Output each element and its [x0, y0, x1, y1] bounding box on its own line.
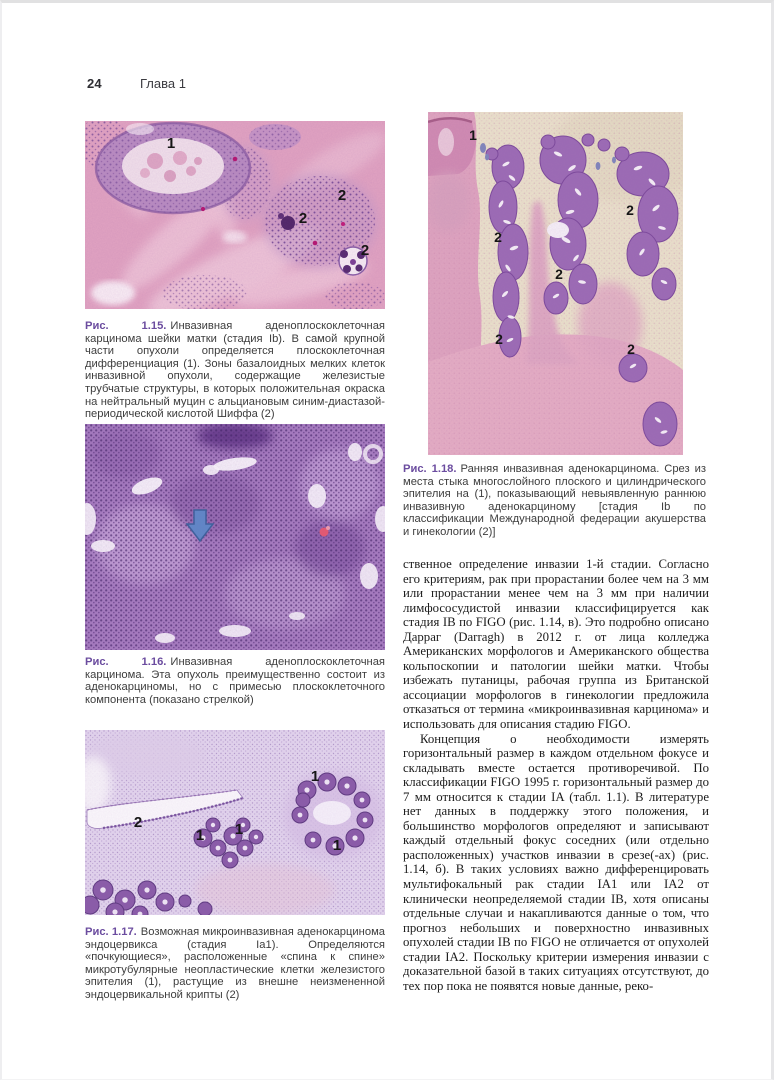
body-text-column	[403, 557, 709, 993]
figure-1-16	[85, 424, 385, 650]
figure-annotation-label: 2	[298, 210, 308, 227]
figure-annotation-label: 1	[195, 827, 205, 844]
figure-label: Рис. 1.17.	[85, 926, 137, 938]
figure-label: Рис. 1.15.	[85, 320, 167, 332]
histology-image-adenocarcinoma	[85, 424, 385, 650]
figure-annotation-label: 2	[495, 331, 503, 347]
figure-annotation-label: 1	[469, 127, 477, 143]
running-header	[87, 76, 186, 91]
figure-annotation-label: 1	[234, 821, 244, 838]
page-number: 24	[87, 76, 102, 91]
figure-annotation-label: 2	[133, 814, 143, 831]
figure-annotation-label: 1	[166, 135, 176, 152]
caption-text: Инвазивная аденоплоскоклеточная карцинома шейки матки (стадия Ib). В самой крупной части опухоли определяется плоскоклеточная дифференциация (1). Зоны базалоидных мелких клеток инвазивной опухоли, содержащие железистые трубчатые структуры, в которых положительная окраска на нейтральный муцин с альциановым синим-диастазой-периодической кислотой Шиффа (2)	[85, 320, 385, 421]
figure-1-17-caption	[85, 926, 385, 1002]
figure-annotation-label: 1	[332, 837, 342, 854]
figure-annotation-label: 1	[310, 768, 320, 785]
figure-1-16-caption	[85, 656, 385, 706]
figure-annotation-label: 2	[626, 202, 634, 218]
caption-text: Ранняя инвазивная аденокарцинома. Срез из места стыка многослойного плоского и цилиндрического эпителия на (1), показывающий невыявленную раннюю инвазивную аденокарциному [стадия Ib по классификации Международной федерации акушерства и гинекологии (2)]	[403, 463, 706, 538]
figure-1-18	[428, 112, 683, 455]
body-paragraph: ственное определение инвазии 1-й стадии. Согласно его критериям, рак при прорастании более чем на 3 мм или прорастании менее чем на 3 мм при наличии лимфососудистой инвазии классифицируется как стадия IB по FIGO (рис. 1.14, в). Это подробно описано Дарраг (Darragh) в 2012 г. от лица колледжа Американских морфологов и Американского общества кольпоскопии и патологии шейки матки. Чтобы избежать путаницы, рабочая группа из Британской ассоциации морфологов в гинекологии предложила отказаться от термина «микроинвазивная карцинома» и использовать для описания стадию FIGO.	[403, 557, 709, 732]
chapter-title: Глава 1	[140, 76, 186, 91]
figure-label: Рис. 1.18.	[403, 463, 457, 475]
figure-1-15	[85, 121, 385, 309]
figure-1-15-caption	[85, 320, 385, 421]
caption-text: Возможная микроинвазивная аденокарцинома эндоцервикса (стадия Ia1). Определяются «почкующиеся», расположенные «спина к спине» микротубулярные неопластические клетки железистого эпителия (1), растущие из внешне неизмененной эндоцервикальной крипты (2)	[85, 926, 385, 1001]
figure-annotation-label: 2	[555, 266, 563, 282]
figure-annotation-label: 2	[494, 229, 502, 245]
figure-label: Рис. 1.16.	[85, 656, 167, 668]
histology-image-microinvasive-adenocarcinoma	[85, 730, 385, 915]
figure-annotation-label: 2	[337, 187, 347, 204]
body-paragraph: Концепция о необходимости измерять горизонтальный размер в каждом отдельном фокусе и складывать вместе остается противоречивой. По классификации FIGO 1995 г. горизонтальный размер до 7 мм относится к стадии IA (табл. 1.1). В литературе нет данных в поддержку этого положения, и большинство морфологов определяют и записывают каждый отдельный фокус соседних (или отдельно расположенных) участков инвазии в срезе(-ах) (рис. 1.14, б). В таких условиях важно дифференцировать мультифокальный рак стадии IA1 или IA2 от клинически неопределяемой стадии IB, хотя описаны отдельные случаи и накапливаются данные о том, что прогноз небольших и поверхностно инвазивных опухолей стадии IB по FIGO не отличается от опухолей стадии IA2. Поскольку критерии измерения инвазии с доказательной базой в таких ситуациях отсутствуют, до тех пор пока не появятся новые данные, реко-	[403, 731, 709, 993]
histology-image-early-invasive-adenocarcinoma	[428, 112, 683, 455]
figure-annotation-label: 2	[360, 242, 370, 259]
histology-image-adenosquamous-carcinoma	[85, 121, 385, 309]
figure-1-18-caption	[403, 463, 706, 539]
figure-annotation-label: 2	[627, 341, 635, 357]
caption-text: Инвазивная аденоплоскоклеточная карцинома. Эта опухоль преимущественно состоит из аденокарциномы, но с примесью плоскоклеточного компонента (показано стрелкой)	[85, 656, 385, 706]
figure-1-17	[85, 730, 385, 915]
